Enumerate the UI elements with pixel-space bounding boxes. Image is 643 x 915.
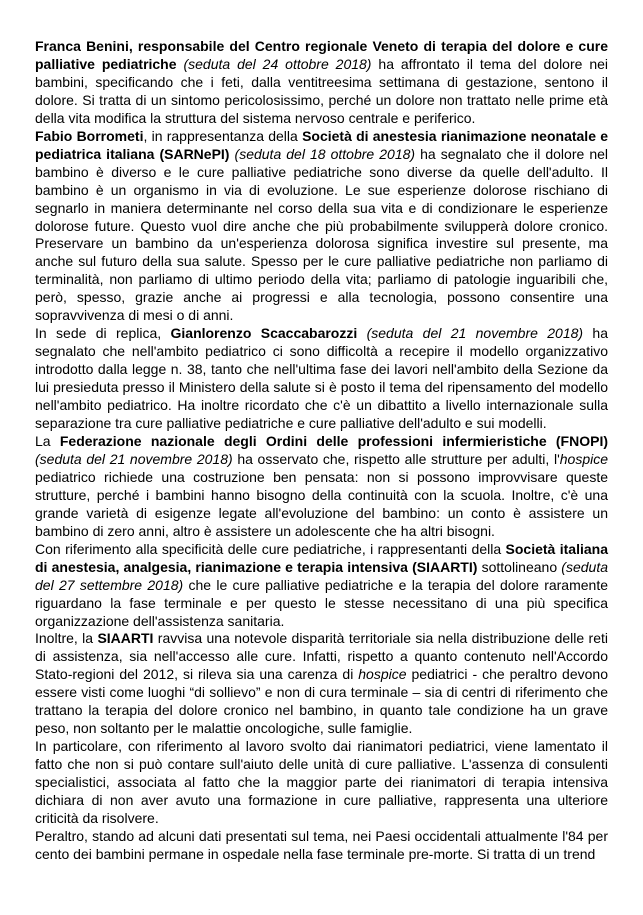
italic-text: hospice <box>559 450 609 467</box>
italic-text: hospice <box>358 666 407 683</box>
body-text: In particolare, con riferimento al lavoro svolto dai rianimatori pediatrici, viene lamentato il fatto che non si può contare sull'aiuto delle unità di cure palliative. L'assenza di consulenti specialistici, associata al fatto che la maggior parte dei rianimatori di terapia intensiva dichiara di non aver avuto una formazione in cure palliative, rappresenta una ulteriore criticità da risolvere. <box>35 738 608 826</box>
bold-text: Federazione nazionale degli Ordini delle professioni infermieristiche (FNOPI) <box>59 432 609 449</box>
body-text: ha segnalato che nell'ambito pediatrico ci sono difficoltà a recepire il modello organizzativo introdotto dalla legge n. 38, tanto che nell'ultima fase dei lavori nell'ambito della Sezione da lui presieduta presso il Ministero della salute si è posto il tema del ripensamento del modello nell'ambito pediatrico. Ha inoltre ricordato che c'è un dibattito a livello internazionale sulla separazione tra cure palliative pediatriche e cure palliative dell'adulto e sui modelli. <box>35 325 608 432</box>
paragraph-benini <box>35 38 608 128</box>
bold-text: SIAARTI <box>97 630 154 647</box>
paragraph-peraltro <box>35 828 608 864</box>
bold-text: Franca Benini, responsabile del Centro regionale Veneto di terapia del dolore e cure palliative pediatriche <box>35 38 608 72</box>
italic-text: (seduta del 21 novembre 2018) <box>35 450 233 467</box>
italic-text: (seduta del 18 ottobre 2018) <box>234 145 416 162</box>
paragraph-borrometi <box>35 128 608 325</box>
paragraph-siaarti-2 <box>35 630 608 738</box>
body-text: ha affrontato il tema del dolore nei bambini, specificando che i feti, dalla ventitreesima settimana di gestazione, sentono il dolore. Si tratta di un sintomo pericolosissimo, perché un dolore non trattato nelle prime età della vita modifica la struttura del sistema nervoso centrale e periferico. <box>35 55 609 126</box>
paragraph-fnopi <box>35 433 608 541</box>
paragraph-rianimatori <box>35 738 608 828</box>
italic-text: (seduta del 24 ottobre 2018) <box>183 55 372 72</box>
bold-text: Società italiana di anestesia, analgesia, rianimazione e terapia intensiva (SIAARTI) <box>35 540 608 575</box>
body-text: pediatrici - che peraltro devono essere visti come luoghi “di sollievo” e non di cura terminale – sia di centri di riferimento che trattano la terapia del dolore cronico nel bambino, in quanto tale condizione ha un grave peso, non soltanto per le malattie oncologiche, sulle famiglie. <box>35 666 608 737</box>
bold-text: Gianlorenzo Scaccabarozzi <box>170 325 358 342</box>
body-text: pediatrico richiede una costruzione ben pensata: non si possono improvvisare queste strutture, perché i bambini hanno bisogno della continuità con la scuola. Inoltre, c'è una grande varietà di esigenze legate all'evoluzione del bambino: un conto è assistere un bambino di zero anni, altro è assistere un adolescente che ha altri bisogni. <box>35 468 608 539</box>
body-text: ravvisa una notevole disparità territoriale sia nella distribuzione delle reti di assistenza, sia nell'accesso alle cure. Infatti, rispetto a quanto contenuto nell'Accordo Stato-regioni del 2012, si rileva sia una carenza di <box>35 630 608 683</box>
bold-text: Società di anestesia rianimazione neonatale e pediatrica italiana (SARNePI) <box>35 127 609 162</box>
paragraph-scaccabarozzi <box>35 325 608 433</box>
italic-text: (seduta del 21 novembre 2018) <box>366 325 584 342</box>
document-page <box>35 38 608 864</box>
paragraph-siaarti-1 <box>35 541 608 631</box>
body-text: , in rappresentanza della <box>143 127 303 144</box>
body-text: ha osservato che, rispetto alle strutture per adulti, l' <box>232 450 560 467</box>
body-text: ha segnalato che il dolore nel bambino è diverso e le cure palliative pediatriche sono diverse da quelle dell'adulto. Il bambino è un organismo in via di evoluzione. Le sue esperienze dolorose rischiano di segnarlo in maniera determinante nel corso della sua vita e di condizionare le esperienze dolorose future. Questo vuol dire anche che più probabilmente svilupperà dolore cronico. Preservare un bambino da un'esperienza dolorosa significa investire sul presente, ma anche sul futuro della sua salute. Spesso per le cure palliative pediatriche non parliamo di terminalità, non parliamo di ultimo periodo della vita; parliamo di patologie inguaribili che, però, spesso, grazie anche ai progressi e alla tecnologia, possono consentire una sopravvivenza di mesi o di anni. <box>35 145 609 324</box>
body-text: Inoltre, la <box>35 630 98 647</box>
body-text: che le cure palliative pediatriche e la terapia del dolore raramente riguardano la fase terminale e per questo le stesse necessitano di una più specifica organizzazione dell'assistenza sanitaria. <box>35 576 608 629</box>
body-text: Peraltro, stando ad alcuni dati presentati sul tema, nei Paesi occidentali attualmente l'84 per cento dei bambini permane in ospedale nella fase terminale pre-morte. Si tratta di un trend <box>35 827 608 862</box>
body-text: La <box>35 432 60 449</box>
italic-text: (seduta del 27 settembre 2018) <box>35 558 608 593</box>
bold-text: Fabio Borrometi <box>35 127 144 144</box>
body-text <box>357 325 366 341</box>
body-text: In sede di replica, <box>35 325 171 342</box>
body-text: Con riferimento alla specificità delle cure pediatriche, i rappresentanti della <box>35 540 506 557</box>
body-text: sottolineano <box>477 558 562 575</box>
